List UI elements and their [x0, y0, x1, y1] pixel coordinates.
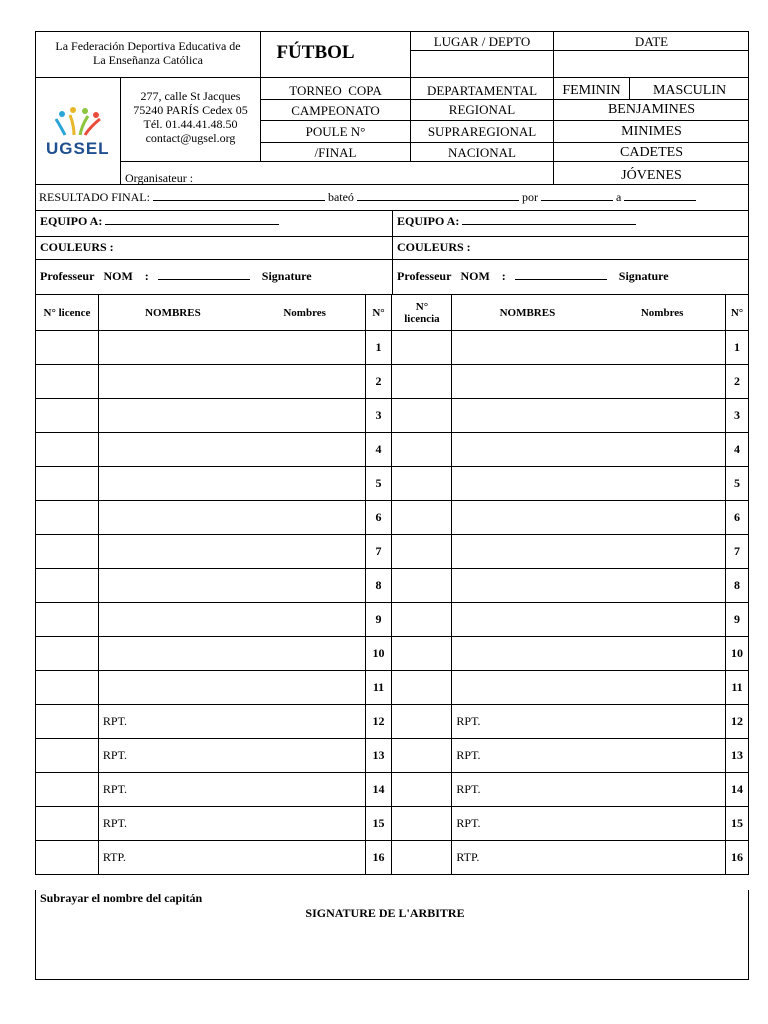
header-licence-left: N° licence [36, 295, 99, 331]
name-right-cell[interactable] [452, 501, 726, 535]
name-right-cell[interactable] [452, 331, 726, 365]
federation-name: La Federación Deportiva Educativa de La Enseñanza Católica [55, 39, 241, 67]
table-row [36, 671, 749, 705]
row-number-right: 13 [726, 739, 749, 773]
ugsel-logo [40, 105, 116, 161]
result-team2-field[interactable] [357, 190, 519, 201]
team-left-teacher: Professeur NOM : Signature [40, 269, 312, 283]
licence-left-cell[interactable] [36, 569, 99, 603]
result-score1-field[interactable] [541, 190, 613, 201]
name-left-cell[interactable]: RPT. [98, 807, 365, 841]
logo-text: UGSEL [46, 139, 110, 158]
row-number-left: 1 [365, 331, 392, 365]
name-right-cell[interactable] [452, 637, 726, 671]
licence-left-cell[interactable] [36, 705, 99, 739]
row-number-right: 14 [726, 773, 749, 807]
name-left-cell[interactable] [98, 637, 365, 671]
licence-right-cell[interactable] [392, 739, 452, 773]
licence-left-cell[interactable] [36, 399, 99, 433]
name-left-cell[interactable] [98, 569, 365, 603]
table-row [36, 365, 749, 399]
name-right-cell[interactable] [452, 535, 726, 569]
row-number-left: 15 [365, 807, 392, 841]
team-left-teacher-field[interactable] [158, 269, 250, 280]
competition-poule: POULE N° [305, 124, 366, 139]
table-row [36, 807, 749, 841]
licence-left-cell[interactable] [36, 535, 99, 569]
team-left-colors: COULEURS : [40, 240, 114, 254]
team-left-row: EQUIPO A: [40, 214, 279, 228]
table-row [36, 331, 749, 365]
row-number-right: 7 [726, 535, 749, 569]
team-right-name-field[interactable] [462, 214, 636, 225]
name-left-cell[interactable] [98, 365, 365, 399]
row-number-left: 10 [365, 637, 392, 671]
licence-left-cell[interactable] [36, 365, 99, 399]
table-row [36, 399, 749, 433]
header-num-right: N° [726, 295, 749, 331]
licence-left-cell[interactable] [36, 807, 99, 841]
header-names-right: NOMBRES Nombres [452, 295, 726, 331]
licence-left-cell[interactable] [36, 331, 99, 365]
organizer-label: Organisateur : [125, 171, 194, 185]
row-number-left: 7 [365, 535, 392, 569]
table-row [36, 569, 749, 603]
licence-right-cell[interactable] [392, 671, 452, 705]
header-licence-right: N° licencia [392, 295, 452, 331]
roster-header-row [36, 295, 749, 331]
table-row [36, 705, 749, 739]
name-left-cell[interactable]: RPT. [98, 705, 365, 739]
row-number-right: 15 [726, 807, 749, 841]
row-number-left: 13 [365, 739, 392, 773]
table-row [36, 433, 749, 467]
name-right-cell[interactable]: RPT. [452, 739, 726, 773]
licence-right-cell[interactable] [392, 603, 452, 637]
licence-right-cell[interactable] [392, 637, 452, 671]
table-row [36, 603, 749, 637]
row-number-left: 16 [365, 841, 392, 875]
category-cadetes: CADETES [620, 145, 683, 160]
level-supraregional: SUPRAREGIONAL [427, 124, 537, 139]
licence-right-cell[interactable] [392, 535, 452, 569]
licence-left-cell[interactable] [36, 433, 99, 467]
licence-left-cell[interactable] [36, 773, 99, 807]
name-left-cell[interactable]: RTP. [98, 841, 365, 875]
name-right-cell[interactable] [452, 569, 726, 603]
table-row [36, 637, 749, 671]
team-right-colors: COULEURS : [397, 240, 471, 254]
row-number-right: 3 [726, 399, 749, 433]
name-right-cell[interactable]: RTP. [452, 841, 726, 875]
licence-left-cell[interactable] [36, 841, 99, 875]
licence-right-cell[interactable] [392, 501, 452, 535]
level-regional: REGIONAL [448, 102, 516, 117]
team-right-row: EQUIPO A: [397, 214, 636, 228]
licence-right-cell[interactable] [392, 705, 452, 739]
header-names-left: NOMBRES Nombres [98, 295, 365, 331]
team-right-teacher-field[interactable] [515, 269, 607, 280]
row-number-right: 11 [726, 671, 749, 705]
row-number-left: 3 [365, 399, 392, 433]
name-right-cell[interactable] [452, 467, 726, 501]
row-number-right: 16 [726, 841, 749, 875]
row-number-right: 5 [726, 467, 749, 501]
licence-left-cell[interactable] [36, 739, 99, 773]
gender-masculin: MASCULIN [652, 83, 727, 98]
row-number-left: 14 [365, 773, 392, 807]
licence-right-cell[interactable] [392, 773, 452, 807]
lugar-label: LUGAR / DEPTO [433, 34, 531, 49]
category-benjamines: BENJAMINES [607, 102, 696, 117]
row-number-left: 2 [365, 365, 392, 399]
competition-final: /FINAL [314, 145, 357, 160]
row-number-right: 2 [726, 365, 749, 399]
licence-right-cell[interactable] [392, 399, 452, 433]
sport-title: FÚTBOL [276, 42, 355, 63]
licence-left-cell[interactable] [36, 637, 99, 671]
result-score2-field[interactable] [624, 190, 696, 201]
table-row [36, 841, 749, 875]
licence-right-cell[interactable] [392, 807, 452, 841]
row-number-left: 11 [365, 671, 392, 705]
licence-left-cell[interactable] [36, 501, 99, 535]
name-right-cell[interactable] [452, 365, 726, 399]
licence-right-cell[interactable] [392, 365, 452, 399]
name-left-cell[interactable] [98, 603, 365, 637]
category-jovenes: JÓVENES [621, 168, 682, 183]
licence-right-cell[interactable] [392, 467, 452, 501]
row-number-left: 6 [365, 501, 392, 535]
licence-right-cell[interactable] [392, 841, 452, 875]
row-number-right: 8 [726, 569, 749, 603]
level-nacional: NACIONAL [448, 145, 516, 160]
name-right-cell[interactable]: RPT. [452, 773, 726, 807]
name-left-cell[interactable] [98, 671, 365, 705]
referee-signature-label: SIGNATURE DE L'ARBITRE [305, 906, 465, 920]
name-left-cell[interactable] [98, 467, 365, 501]
row-number-left: 12 [365, 705, 392, 739]
row-number-left: 9 [365, 603, 392, 637]
row-number-left: 8 [365, 569, 392, 603]
licence-right-cell[interactable] [392, 331, 452, 365]
row-number-right: 12 [726, 705, 749, 739]
gender-feminin: FEMININ [562, 83, 621, 98]
row-number-left: 5 [365, 467, 392, 501]
name-left-cell[interactable] [98, 501, 365, 535]
name-left-cell[interactable]: RPT. [98, 739, 365, 773]
name-right-cell[interactable] [452, 671, 726, 705]
name-right-cell[interactable]: RPT. [452, 705, 726, 739]
result-team1-field[interactable] [153, 190, 325, 201]
row-number-left: 4 [365, 433, 392, 467]
licence-right-cell[interactable] [392, 569, 452, 603]
row-number-right: 6 [726, 501, 749, 535]
team-right-teacher: Professeur NOM : Signature [397, 269, 669, 283]
table-row [36, 773, 749, 807]
address: 277, calle St Jacques 75240 PARÍS Cedex 05 Tél. 01.44.41.48.50 contact@ugsel.org [133, 89, 248, 145]
name-left-cell[interactable] [98, 399, 365, 433]
referee-signature-area[interactable] [36, 922, 748, 979]
name-right-cell[interactable] [452, 603, 726, 637]
competition-torneo: TORNEO COPA [289, 83, 382, 98]
licence-left-cell[interactable] [36, 467, 99, 501]
roster-table [35, 294, 749, 875]
table-row [36, 467, 749, 501]
name-left-cell[interactable] [98, 433, 365, 467]
licence-left-cell[interactable] [36, 603, 99, 637]
row-number-right: 10 [726, 637, 749, 671]
header-num-left: N° [365, 295, 392, 331]
name-left-cell[interactable]: RPT. [98, 773, 365, 807]
name-right-cell[interactable] [452, 399, 726, 433]
date-label: DATE [634, 34, 669, 49]
name-right-cell[interactable] [452, 433, 726, 467]
row-number-right: 4 [726, 433, 749, 467]
licence-left-cell[interactable] [36, 671, 99, 705]
name-left-cell[interactable] [98, 535, 365, 569]
team-left-name-field[interactable] [105, 214, 279, 225]
name-left-cell[interactable] [98, 331, 365, 365]
row-number-right: 1 [726, 331, 749, 365]
level-departamental: DEPARTAMENTAL [426, 83, 538, 98]
table-row [36, 501, 749, 535]
final-result-row: RESULTADO FINAL: bateó por a [39, 190, 745, 204]
name-right-cell[interactable]: RPT. [452, 807, 726, 841]
table-row [36, 535, 749, 569]
captain-note: Subrayar el nombre del capitán [40, 891, 203, 905]
table-row [36, 739, 749, 773]
category-minimes: MINIMES [621, 124, 682, 139]
row-number-right: 9 [726, 603, 749, 637]
competition-campeonato: CAMPEONATO [291, 103, 380, 118]
licence-right-cell[interactable] [392, 433, 452, 467]
